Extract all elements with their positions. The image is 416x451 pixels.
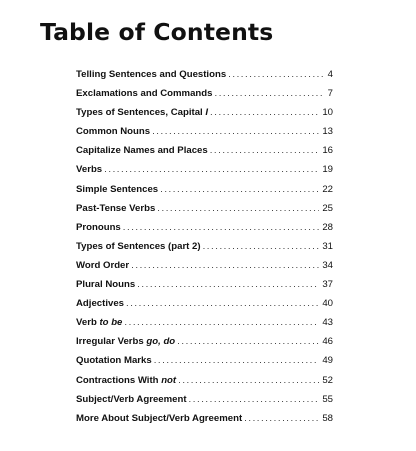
toc-entry-title-part: Contractions With xyxy=(76,374,162,386)
toc-entry-dot-leader xyxy=(124,317,319,328)
toc-entry xyxy=(76,107,333,126)
toc-entry-page-number: 49 xyxy=(322,355,333,367)
toc-entry-page-number: 37 xyxy=(322,279,333,291)
toc-entry-dot-leader xyxy=(154,355,320,366)
toc-entry-page-number: 7 xyxy=(327,88,333,100)
toc-entry-title-part: More About Subject/Verb Agreement xyxy=(76,412,243,424)
toc-entry-title xyxy=(76,375,176,386)
toc-entry-title xyxy=(76,222,121,233)
toc-entry-page-number: 28 xyxy=(322,221,333,233)
toc-entry-title-part: Past-Tense Verbs xyxy=(76,202,156,214)
toc-entry xyxy=(76,394,333,413)
toc-entry-title xyxy=(76,394,187,405)
toc-entry-dot-leader xyxy=(189,394,320,405)
toc-entry-title-part: Plural Nouns xyxy=(76,279,136,291)
toc-entry-title xyxy=(76,184,158,195)
toc-entry-dot-leader xyxy=(137,279,319,290)
toc-entry-page-number: 34 xyxy=(322,259,333,271)
toc-entry xyxy=(76,317,333,336)
toc-entry-page-number: 10 xyxy=(322,107,333,119)
toc-entry-page-number: 25 xyxy=(322,202,333,214)
toc-entry-title xyxy=(76,107,208,118)
toc-entry xyxy=(76,69,333,88)
toc-entry-title-part: Simple Sentences xyxy=(76,183,159,195)
toc-entry-title xyxy=(76,126,150,137)
toc-entry-page-number: 4 xyxy=(327,69,333,80)
toc-entry-title-part: Verb xyxy=(76,317,100,329)
toc-entry-page-number: 46 xyxy=(322,336,333,348)
toc-entry-dot-leader xyxy=(157,203,319,214)
toc-entry xyxy=(76,222,333,241)
toc-entry-title xyxy=(76,203,155,214)
toc-entry xyxy=(76,298,333,317)
toc-entry-title-part: Common Nouns xyxy=(76,126,151,138)
toc-entry-dot-leader xyxy=(228,69,325,80)
toc-entry xyxy=(76,203,333,222)
toc-entry-title xyxy=(76,164,102,175)
toc-entry xyxy=(76,164,333,183)
toc-entry-dot-leader xyxy=(214,88,324,99)
toc-entry-page-number: 52 xyxy=(322,374,333,386)
toc-entry-page-number: 43 xyxy=(322,317,333,329)
toc-entry-title xyxy=(76,298,124,309)
toc-entry-title-part: Quotation Marks xyxy=(76,355,152,367)
toc-entry-page-number: 19 xyxy=(322,164,333,176)
toc-entry-page-number: 22 xyxy=(322,183,333,195)
toc-entry-title xyxy=(76,241,201,252)
toc-entry-title-part: Exclamations and Commands xyxy=(76,88,213,100)
toc-entry-title xyxy=(76,69,226,80)
toc-entry-page-number: 31 xyxy=(322,240,333,252)
toc-entry-dot-leader xyxy=(104,164,319,175)
toc-entry-title-part: Verbs xyxy=(76,164,103,176)
toc-entry xyxy=(76,336,333,355)
toc-entry-dot-leader xyxy=(131,260,319,271)
toc-entry xyxy=(76,413,333,432)
toc-entry-page-number: 13 xyxy=(322,126,333,138)
page-title: Table of Contents xyxy=(40,18,274,46)
toc-entry-dot-leader xyxy=(160,184,319,195)
toc-entry-dot-leader xyxy=(210,107,319,118)
table-of-contents-list xyxy=(76,69,333,432)
toc-entry-title-part: Types of Sentences (part 2) xyxy=(76,240,201,252)
toc-entry-title-part: Word Order xyxy=(76,259,130,271)
toc-entry-title xyxy=(76,355,152,366)
toc-entry-title xyxy=(76,279,135,290)
toc-entry-page-number: 55 xyxy=(322,393,333,405)
toc-entry-title-part: Types of Sentences, Capital xyxy=(76,107,206,119)
toc-entry-title-part: Telling Sentences and Questions xyxy=(76,69,227,80)
toc-entry xyxy=(76,279,333,298)
toc-entry-title-part: Pronouns xyxy=(76,221,121,233)
toc-entry-title xyxy=(76,413,242,424)
toc-entry-title-part: go, do xyxy=(146,336,176,348)
toc-entry-dot-leader xyxy=(178,375,319,386)
toc-entry xyxy=(76,355,333,374)
toc-entry-title-part: to be xyxy=(99,317,123,329)
toc-entry-title xyxy=(76,88,212,99)
toc-entry-title-part: Subject/Verb Agreement xyxy=(76,393,187,405)
toc-entry-dot-leader xyxy=(203,241,320,252)
toc-entry xyxy=(76,145,333,164)
toc-entry-title xyxy=(76,317,122,328)
toc-entry-dot-leader xyxy=(123,222,320,233)
toc-entry-dot-leader xyxy=(210,145,320,156)
toc-entry-dot-leader xyxy=(126,298,319,309)
toc-entry xyxy=(76,241,333,260)
toc-entry-dot-leader xyxy=(152,126,319,137)
toc-entry xyxy=(76,375,333,394)
toc-entry-title-part: Irregular Verbs xyxy=(76,336,147,348)
toc-entry xyxy=(76,88,333,107)
toc-entry-title xyxy=(76,336,175,347)
toc-entry-title-part: not xyxy=(161,374,177,386)
toc-entry-title-part: Adjectives xyxy=(76,298,124,310)
toc-entry-page-number: 16 xyxy=(322,145,333,157)
toc-entry-title-part: I xyxy=(205,107,209,119)
toc-entry xyxy=(76,184,333,203)
toc-entry xyxy=(76,260,333,279)
toc-entry xyxy=(76,126,333,145)
toc-entry-page-number: 40 xyxy=(322,298,333,310)
toc-entry-title-part: Capitalize Names and Places xyxy=(76,145,208,157)
toc-entry-dot-leader xyxy=(244,413,319,424)
toc-entry-page-number: 58 xyxy=(322,412,333,424)
toc-entry-title xyxy=(76,145,208,156)
toc-entry-title xyxy=(76,260,129,271)
toc-entry-dot-leader xyxy=(177,336,319,347)
